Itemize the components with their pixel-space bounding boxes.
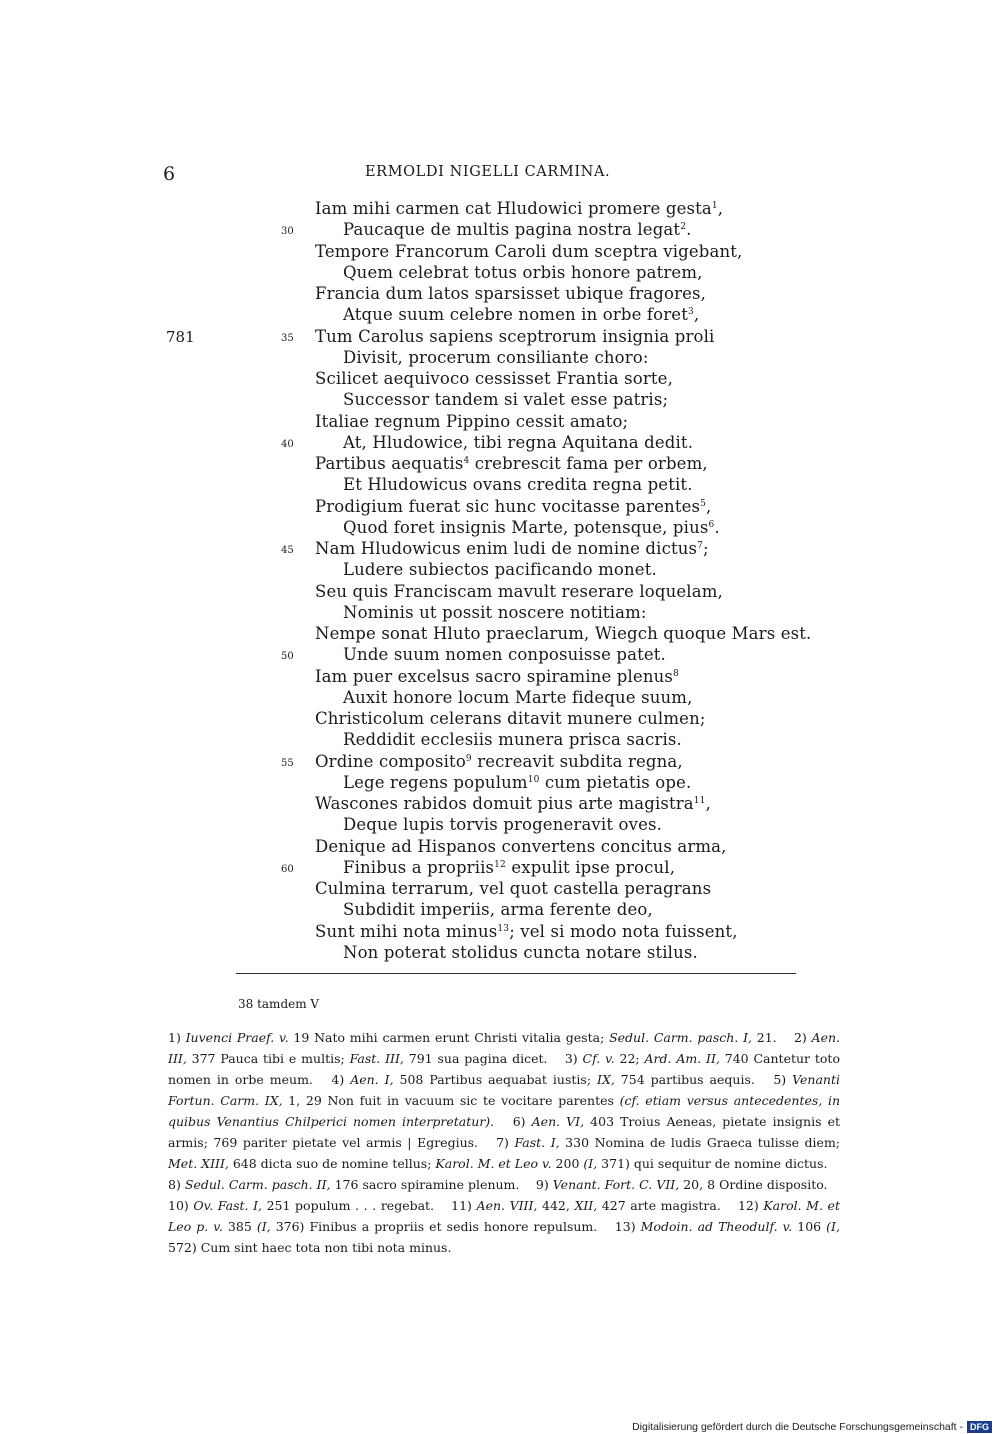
verse-text-tail: , [706, 496, 712, 516]
footnote-text: 176 sacro spiramine plenum. [330, 1177, 520, 1192]
verse-text-tail: ; vel si modo nota fuissent, [509, 921, 738, 941]
footnote-marker: 9 [465, 753, 472, 764]
verse-line [343, 645, 666, 664]
footnote-marker: 2 [680, 222, 687, 233]
margin-year: 781 [166, 328, 195, 346]
footnote-citation: (I, [583, 1156, 598, 1171]
verse-text: Scilicet aequivoco cessisset Frantia sorte, [315, 369, 673, 388]
footnote-marker: 5 [700, 498, 707, 509]
verse-line [343, 518, 720, 537]
verse-line [343, 263, 703, 282]
footnote-marker: 1 [711, 201, 718, 211]
footnote-text: 740 Cantetur toto nomen in orbe meum. [168, 1051, 840, 1087]
footnote-citation: Venant. Fort. C. VII, [552, 1177, 680, 1192]
verse-line [315, 412, 628, 431]
footnote [536, 1177, 828, 1192]
verse-line [315, 497, 711, 516]
verse-text: Ordine composito [315, 751, 466, 771]
footnote-citation: (cf. etiam versus antecedentes, in quibus Venantius Chilperici nomen interpretatur). [168, 1093, 841, 1129]
verse-line [315, 539, 709, 558]
footnote-text: 403 Troius Aeneas, pietate insignis et armis; 769 pariter pietate vel armis | Egregius. [168, 1114, 840, 1150]
footnote-marker: 6 [708, 519, 715, 530]
footnote-text: 251 populum . . . regebat. [261, 1198, 435, 1213]
verse-text: Iam mihi carmen cat Hludowici promere gesta [315, 199, 712, 218]
footnote-citation: Aen. I, [350, 1072, 394, 1087]
verse-text: Partibus aequatis [315, 454, 464, 473]
verse-text: Paucaque de multis pagina nostra legat [343, 220, 681, 240]
footnote-text: 376) Finibus a propriis et sedis honore repulsum. [270, 1219, 598, 1234]
footnote-number: 6) [512, 1114, 532, 1129]
verse-text-tail: , [717, 199, 724, 218]
footnote-text: 106 [792, 1219, 827, 1234]
footnote-number: 11) [451, 1198, 477, 1213]
verse-line [315, 794, 711, 813]
footnote-citation: Ard. Am. II, [644, 1051, 720, 1066]
verse-text: Sunt mihi nota minus [315, 921, 498, 941]
footnote [331, 1072, 754, 1087]
dfg-footer [632, 1420, 992, 1434]
verse-line [315, 667, 679, 686]
verse-line [315, 922, 738, 941]
verse-line [343, 390, 668, 409]
footnote-marker: 3 [687, 307, 694, 318]
verse-line [315, 369, 673, 388]
footnote-citation: (I, [826, 1219, 840, 1234]
footnote-text: 572) Cum sint haec tota non tibi nota minus. [168, 1240, 452, 1255]
verse-text: Denique ad Hispanos convertens concitus arma, [315, 836, 727, 856]
verse-text: Non poterat stolidus cuncta notare stilus. [343, 942, 698, 962]
footnotes [168, 1027, 840, 1258]
footnote-text: 385 [222, 1219, 257, 1234]
footnote-text: 377 Pauca tibi e multis; [186, 1051, 350, 1066]
footnote-citation: (I, [256, 1219, 271, 1234]
page-number: 6 [163, 163, 176, 185]
verse-line [343, 730, 682, 749]
footnote-number: 2) [793, 1030, 812, 1045]
verse-text: Unde suum nomen conposuisse patet. [343, 645, 666, 665]
footnote-text: 330 Nomina de ludis Graeca tulisse diem; [559, 1135, 841, 1150]
footnote-number: 12) [737, 1198, 764, 1213]
verse-line [315, 624, 811, 643]
verse-text: Iam puer excelsus sacro spiramine plenus [315, 666, 674, 686]
line-number: 60 [281, 863, 294, 875]
verse-line [343, 858, 675, 877]
verse-text: Tum Carolus sapiens sceptrorum insignia proli [315, 326, 715, 346]
verse-line [315, 752, 683, 771]
footnote-text: 200 [551, 1156, 584, 1171]
verse-line [315, 242, 742, 261]
verse-text: Ludere subiectos pacificando monet. [343, 560, 657, 580]
footnote-number: 13) [614, 1219, 641, 1234]
footnote-number: 5) [773, 1072, 793, 1087]
verse-text: Successor tandem si valet esse patris; [343, 390, 669, 410]
verse-line [315, 837, 727, 856]
verse-line [343, 943, 698, 962]
verse-line [343, 433, 693, 452]
verse-text: Reddidit ecclesiis munera prisca sacris. [343, 730, 682, 750]
verse-text: Quod foret insignis Marte, potensque, pius [343, 517, 709, 537]
footnote-number: 10) [168, 1198, 194, 1213]
verse-text: Nam Hludowicus enim ludi de nomine dictus [315, 539, 698, 558]
verse-text-tail: , [705, 794, 711, 813]
footnote-citation: Aen. VI, [531, 1114, 585, 1129]
line-number: 55 [281, 757, 294, 769]
footer-text: Digitalisierung gefördert durch die Deutsche Forschungsgemeinschaft - [632, 1421, 963, 1433]
verse-line [343, 348, 649, 367]
dfg-logo: DFG [967, 1421, 992, 1433]
footnote-text: 21. [752, 1030, 777, 1045]
verse-text-tail: cum pietatis ope. [539, 772, 692, 792]
verse-line [315, 709, 706, 728]
verse-line [343, 773, 691, 792]
verse-text: Quem celebrat totus orbis honore patrem, [343, 262, 703, 282]
verse-text: Seu quis Franciscam mavult reserare loquelam, [315, 581, 723, 601]
verse-line [343, 475, 693, 494]
footnote-citation: Iuvenci Praef. v. [185, 1030, 289, 1045]
verse-line [315, 284, 706, 303]
footnote-rule [236, 973, 796, 974]
verse-text-tail: crebrescit fama per orbem, [469, 454, 708, 473]
verse-text: Prodigium fuerat sic hunc vocitasse parentes [315, 496, 701, 516]
verse-text: At, Hludowice, tibi regna Aquitana dedit. [343, 432, 694, 452]
footnote-text: 1, 29 Non fuit in vacuum sic te vocitare parentes [282, 1093, 620, 1108]
line-number: 45 [281, 545, 294, 556]
footnote-text: 508 Partibus aequabat iustis; [393, 1072, 598, 1087]
footnote-marker: 10 [527, 774, 540, 785]
line-number: 50 [281, 651, 294, 663]
verse-line [315, 327, 714, 346]
verse-text: Finibus a propriis [343, 857, 495, 877]
footnote-text: 22; [614, 1051, 645, 1066]
verse-text-tail: , [693, 305, 700, 325]
verse-text: Nempe sonat Hluto praeclarum, Wiegch quoque Mars est. [315, 624, 812, 643]
verse-text: Tempore Francorum Caroli dum sceptra vigebant, [315, 241, 743, 261]
verse-text: Subdidit imperiis, arma ferente deo, [343, 900, 653, 920]
footnote-citation: Fast. III, [349, 1051, 404, 1066]
footnote-text: 754 partibus aequis. [614, 1072, 755, 1087]
footnote-number: 9) [535, 1177, 553, 1192]
footnote-text: 442, [537, 1198, 575, 1213]
footnote-marker: 4 [463, 456, 470, 466]
line-number: 30 [281, 226, 294, 238]
footnote-citation: XII, [574, 1198, 598, 1213]
footnote-text: 648 dicta suo de nomine tellus; [228, 1156, 436, 1171]
verse-text: Francia dum latos sparsisset ubique fragores, [315, 284, 707, 303]
verse-text: Atque suum celebre nomen in orbe foret [343, 305, 688, 325]
verse-text: Culmina terrarum, vel quot castella peragrans [315, 879, 712, 898]
line-number: 35 [281, 332, 294, 344]
footnote-marker: 7 [697, 541, 704, 551]
verse-text: Deque lupis torvis progeneravit oves. [343, 815, 662, 835]
verse-text: Italiae regnum Pippino cessit amato; [315, 411, 629, 431]
footnote [168, 1198, 434, 1213]
verse-text: Auxit honore locum Marte fideque suum, [343, 687, 693, 707]
verse-line [315, 879, 711, 898]
footnote-marker: 11 [693, 796, 706, 806]
verse-text-tail: expulit ipse procul, [505, 857, 676, 877]
verse-text-tail: . [686, 220, 692, 240]
footnote [451, 1198, 721, 1213]
footnote-number: 4) [331, 1072, 351, 1087]
footnote-citation: IX, [597, 1072, 615, 1087]
footnote-text: 371) qui sequitur de nomine dictus. [597, 1156, 828, 1171]
footnote-citation: Venanti Fortun. Carm. IX, [168, 1072, 840, 1108]
footnote-number: 8) [168, 1177, 185, 1192]
footnote-citation: Sedul. Carm. pasch. II, [184, 1177, 331, 1192]
verse-text: Divisit, procerum consiliante choro: [343, 347, 649, 367]
footnote-text: 20, 8 Ordine disposito. [679, 1177, 828, 1192]
verse-text: Lege regens populum [343, 772, 528, 792]
footnote-citation: Karol. M. et Leo v. [435, 1156, 552, 1171]
footnote-number: 7) [496, 1135, 515, 1150]
verse-line [343, 560, 657, 579]
verse-line [343, 305, 699, 324]
apparatus-criticus: 38 tamdem V [238, 997, 320, 1011]
footnote-text: 427 arte magistra. [597, 1198, 721, 1213]
footnote-citation: Modoin. ad Theodulf. v. [640, 1219, 793, 1234]
verse-line [315, 199, 723, 218]
footnote-text: 19 Nato mihi carmen erunt Christi vitalia gesta; [288, 1030, 610, 1045]
line-number: 40 [281, 438, 294, 450]
footnote-citation: Cf. v. [582, 1051, 615, 1066]
footnote-marker: 8 [673, 668, 679, 679]
footnote-marker: 13 [497, 923, 510, 934]
verse-line [343, 900, 653, 919]
verse-text: Nominis ut possit noscere notitiam: [343, 602, 647, 622]
running-title: ERMOLDI NIGELLI CARMINA. [365, 164, 611, 180]
verse-text: Wascones rabidos domuit pius arte magistra [315, 794, 694, 813]
footnote-text: 791 sua pagina dicet. [403, 1051, 548, 1066]
footnote [168, 1030, 777, 1045]
footnote-citation: Aen. VIII, [476, 1198, 538, 1213]
verse-text-tail: ; [703, 539, 709, 558]
footnote-marker: 12 [494, 859, 506, 870]
footnote-number: 1) [168, 1030, 186, 1045]
footnote-citation: Fast. I, [514, 1135, 560, 1150]
verse-text: Et Hludowicus ovans credita regna petit. [343, 475, 693, 495]
footnote-number: 3) [564, 1051, 583, 1066]
verse-text-tail: . [714, 517, 720, 537]
verse-line [343, 815, 662, 834]
footnote-citation: Karol. M. et Leo p. v. [168, 1198, 840, 1234]
verse-line [315, 454, 708, 473]
footnote-citation: Aen. III, [168, 1030, 840, 1066]
footnote [168, 1177, 519, 1192]
verse-line [343, 603, 647, 622]
verse-line [343, 220, 692, 239]
footnote-citation: Sedul. Carm. pasch. I, [609, 1030, 752, 1045]
footnote-citation: Met. XIII, [168, 1156, 229, 1171]
verse-text-tail: recreavit subdita regna, [471, 751, 683, 771]
verse-line [343, 688, 692, 707]
verse-line [315, 582, 723, 601]
verse-text: Christicolum celerans ditavit munere culmen; [315, 709, 706, 728]
footnote-citation: Ov. Fast. I, [193, 1198, 262, 1213]
